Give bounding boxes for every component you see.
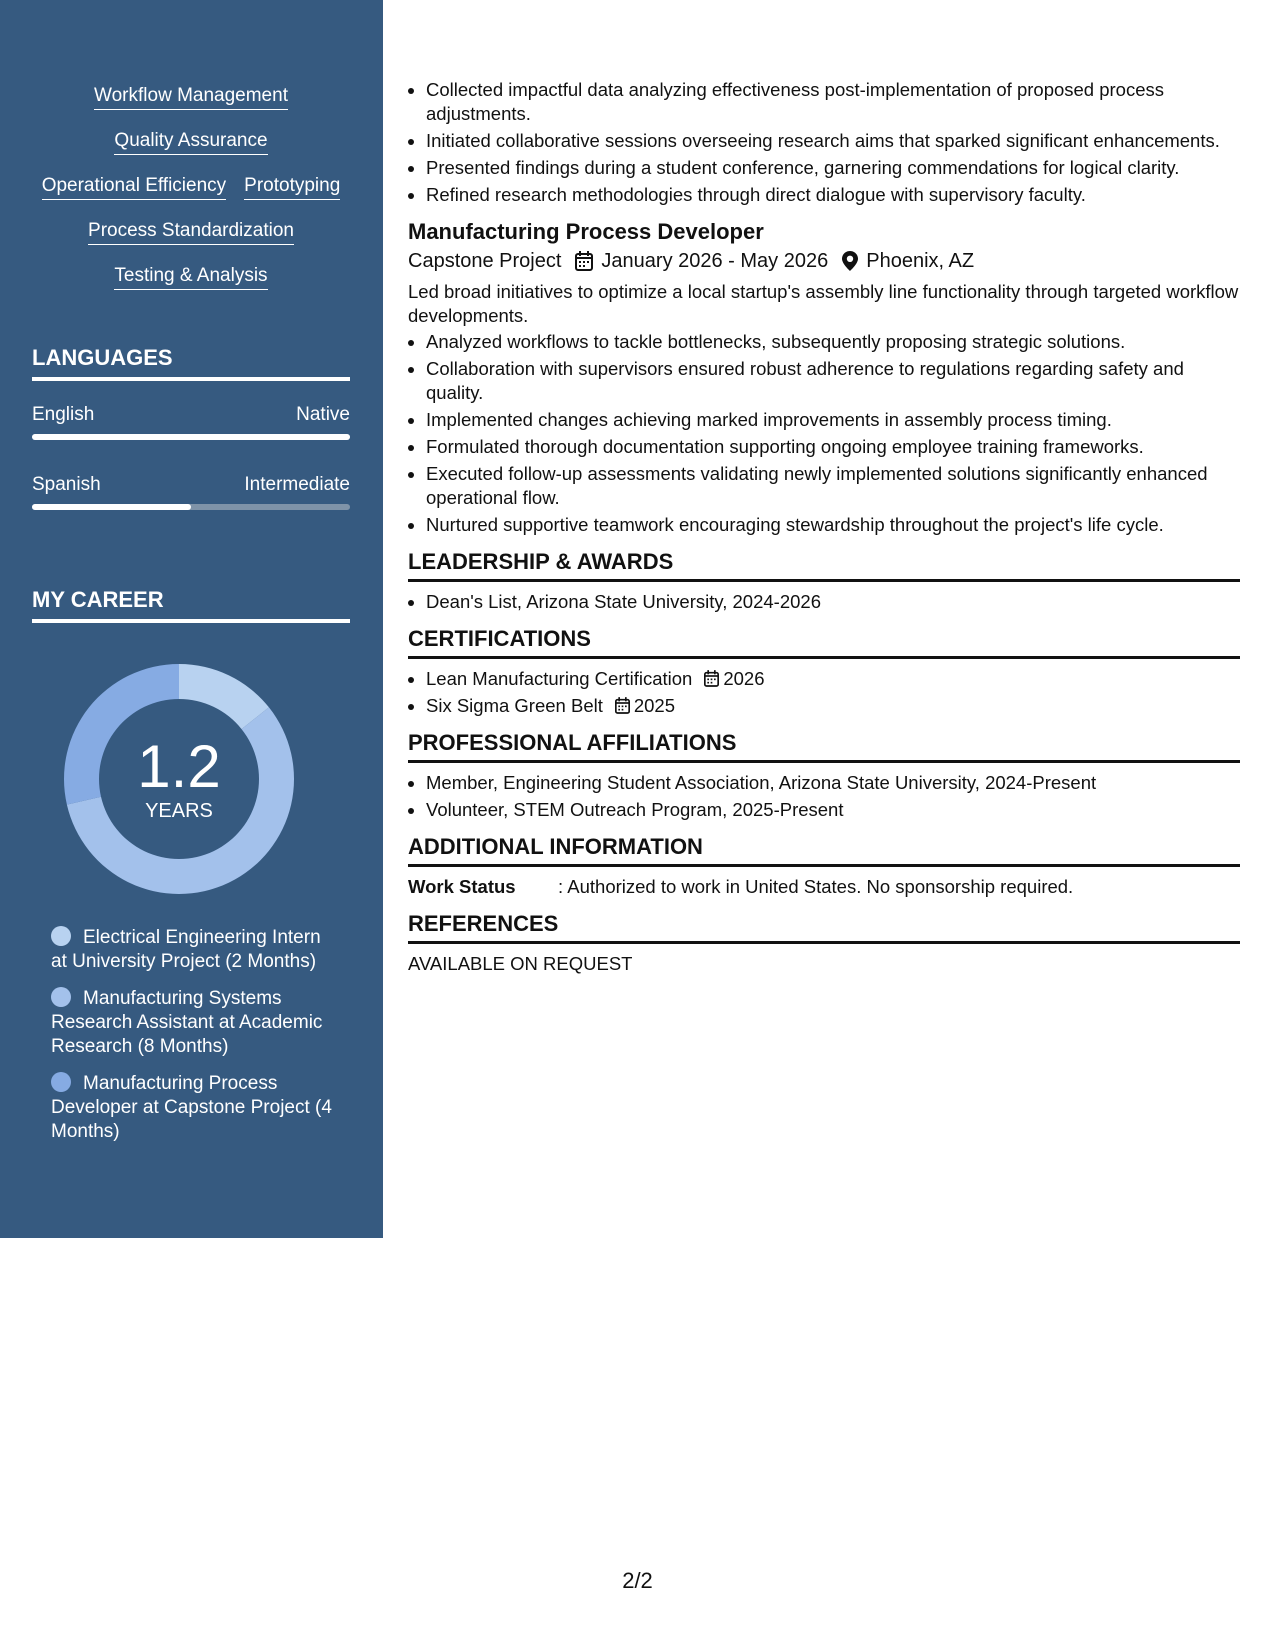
job-location: Phoenix, AZ — [866, 250, 975, 272]
legend-dot-icon — [51, 1072, 71, 1092]
bullet-item: • Initiated collaborative sessions overseeing research aims that sparked significant enhancements. — [426, 129, 1240, 153]
affiliation-item: • Member, Engineering Student Association, Arizona State University, 2024-Present — [426, 771, 1240, 795]
legend-dot-icon — [51, 987, 71, 1007]
career-item — [51, 1072, 341, 1144]
career-item-text: Manufacturing Process Developer at Capstone Project (4 Months) — [51, 1073, 332, 1142]
calendar-icon — [704, 670, 719, 687]
skill-row — [32, 174, 350, 200]
language-bar — [32, 434, 350, 440]
sidebar — [0, 0, 383, 1238]
career-item — [51, 926, 341, 974]
calendar-icon — [615, 697, 630, 714]
career-item — [51, 987, 341, 1059]
location-pin-icon — [842, 251, 858, 271]
work-status-value: : Authorized to work in United States. No sponsorship required. — [558, 876, 1074, 897]
skill-row — [32, 129, 350, 155]
skill-row — [32, 84, 350, 110]
awards-list — [408, 590, 1240, 614]
job-bullets — [408, 330, 1240, 537]
references-text: AVAILABLE ON REQUEST — [408, 953, 633, 974]
bullet-item: • Executed follow-up assessments validating newly implemented solutions significantly enhanced operational flow. — [426, 462, 1240, 510]
page-number: 2/2 — [622, 1568, 653, 1593]
certifications-heading: CERTIFICATIONS — [408, 626, 1240, 659]
work-status-label: Work Status — [408, 876, 516, 897]
affiliation-item: • Volunteer, STEM Outreach Program, 2025-Present — [426, 798, 1240, 822]
work-status-row — [408, 875, 1240, 899]
award-item: • Dean's List, Arizona State University, 2024-2026 — [426, 590, 1240, 614]
bullet-item: • Analyzed workflows to tackle bottlenecks, subsequently proposing strategic solutions. — [426, 330, 1240, 354]
calendar-icon — [575, 251, 593, 271]
affiliations-list — [408, 771, 1240, 822]
job-company: Capstone Project — [408, 250, 562, 272]
language-name: English — [32, 404, 95, 425]
previous-job-bullets — [408, 78, 1240, 207]
legend-dot-icon — [51, 926, 71, 946]
bullet-item: • Nurtured supportive teamwork encouraging stewardship throughout the project's life cycle. — [426, 513, 1240, 537]
certification-name: Six Sigma Green Belt — [426, 695, 603, 716]
career-legend — [51, 926, 341, 1157]
affiliations-heading: PROFESSIONAL AFFILIATIONS — [408, 730, 1240, 763]
bullet-item: • Collected impactful data analyzing effectiveness post-implementation of proposed process adjustments. — [426, 78, 1240, 126]
certification-name: Lean Manufacturing Certification — [426, 668, 693, 689]
certifications-list — [408, 667, 1240, 718]
bullet-item: • Presented findings during a student conference, garnering commendations for logical clarity. — [426, 156, 1240, 180]
language-bar — [32, 504, 350, 510]
bullet-item: • Collaboration with supervisors ensured robust adherence to regulations regarding safety and quality. — [426, 357, 1240, 405]
language-row — [32, 474, 350, 496]
awards-heading: LEADERSHIP & AWARDS — [408, 549, 1240, 582]
references-heading: REFERENCES — [408, 911, 1240, 944]
language-name: Spanish — [32, 474, 101, 495]
language-row — [32, 404, 350, 426]
career-item-text: Manufacturing Systems Research Assistant at Academic Research (8 Months) — [51, 988, 323, 1057]
language-bar-fill — [32, 504, 191, 510]
skill-tag: Quality Assurance — [114, 129, 267, 155]
certification-year: 2025 — [633, 695, 676, 716]
career-total: 1.2 — [137, 733, 221, 800]
bullet-item: • Implemented changes achieving marked improvements in assembly process timing. — [426, 408, 1240, 432]
skill-tag: Process Standardization — [88, 219, 294, 245]
skill-row — [32, 264, 350, 290]
skills-list — [32, 84, 350, 309]
additional-info-heading: ADDITIONAL INFORMATION — [408, 834, 1240, 867]
career-unit: YEARS — [145, 800, 213, 822]
career-heading: MY CAREER — [32, 587, 350, 623]
skill-tag: Operational Efficiency — [42, 174, 226, 200]
languages-heading: LANGUAGES — [32, 345, 350, 381]
job-title: Manufacturing Process Developer — [408, 219, 764, 244]
certification-item — [426, 667, 1240, 691]
skill-row — [32, 219, 350, 245]
job-dates: January 2026 - May 2026 — [601, 250, 829, 272]
language-level: Intermediate — [244, 474, 350, 495]
job-summary: Led broad initiatives to optimize a local startup's assembly line functionality through targeted workflow developments. — [408, 281, 1239, 326]
language-bar-fill — [32, 434, 350, 440]
skill-tag: Testing & Analysis — [114, 264, 267, 290]
certification-year: 2026 — [723, 668, 765, 689]
bullet-item: • Refined research methodologies through direct dialogue with supervisory faculty. — [426, 183, 1240, 207]
certification-item — [426, 694, 1240, 718]
language-level: Native — [296, 404, 350, 425]
bullet-item: • Formulated thorough documentation supporting ongoing employee training frameworks. — [426, 435, 1240, 459]
skill-tag: Prototyping — [244, 174, 340, 200]
job-meta — [408, 249, 1240, 273]
main-content — [408, 78, 1240, 976]
skill-tag: Workflow Management — [94, 84, 288, 110]
career-item-text: Electrical Engineering Intern at University Project (2 Months) — [51, 927, 321, 972]
